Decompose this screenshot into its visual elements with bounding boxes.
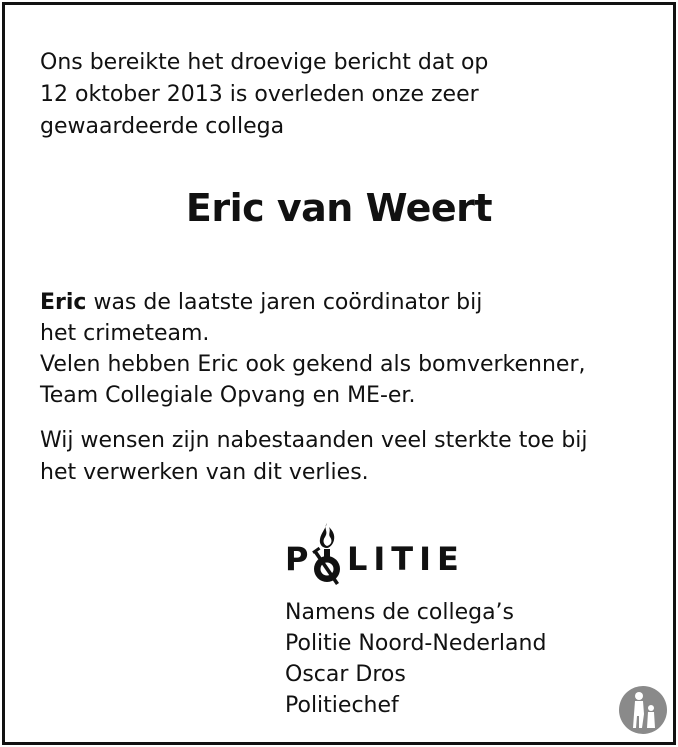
signature-line-1: Namens de collega’s	[285, 600, 515, 625]
intro-line-3: gewaardeerde collega	[40, 114, 285, 139]
logo-letter-p: P	[285, 540, 315, 578]
signature-line-3: Oscar Dros	[285, 662, 406, 687]
tribute-first-name: Eric	[40, 290, 87, 315]
tribute-line-1-rest: was de laatste jaren coördinator bij	[86, 290, 483, 315]
tribute-paragraph	[40, 287, 660, 411]
signature-line-2: Politie Noord-Nederland	[285, 631, 547, 656]
condolence-line-1: Wij wensen zijn nabestaanden veel sterkte toe bij	[40, 428, 588, 453]
tribute-line-2: het crimeteam.	[40, 321, 210, 346]
signature-line-4: Politiechef	[285, 693, 399, 718]
tribute-line-1	[40, 287, 660, 318]
intro-paragraph	[40, 47, 640, 143]
politie-emblem-icon	[309, 521, 345, 587]
intro-line-2: 12 oktober 2013 is overleden onze zeer	[40, 82, 479, 107]
politie-logo	[285, 521, 485, 589]
condolence-line-2: het verwerken van dit verlies.	[40, 460, 369, 485]
tribute-line-4: Team Collegiale Opvang en ME-er.	[40, 383, 416, 408]
deceased-name: Eric van Weert	[185, 186, 493, 230]
tribute-line-3: Velen hebben Eric ook gekend als bomverkenner,	[40, 352, 586, 377]
memorial-figure-icon	[618, 684, 668, 736]
signature-block	[285, 597, 645, 721]
logo-letters-litie: LITIE	[347, 540, 465, 578]
condolence-paragraph	[40, 425, 660, 489]
obituary-card	[2, 2, 676, 745]
intro-line-1: Ons bereikte het droevige bericht dat op	[40, 50, 489, 75]
